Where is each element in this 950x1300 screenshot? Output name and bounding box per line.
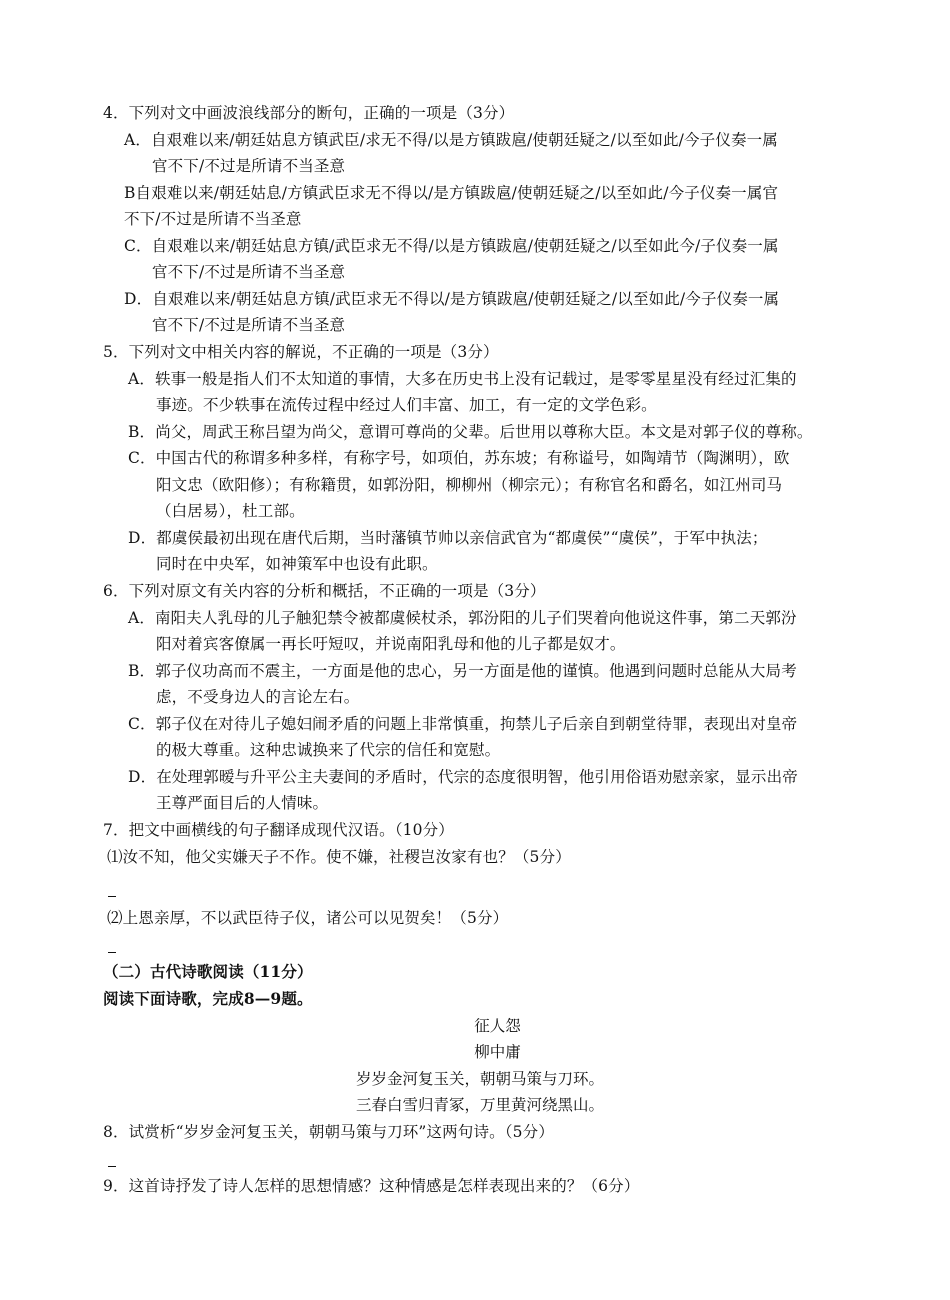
q8-stem: 8．试赏析“岁岁金河复玉关，朝朝马策与刀环”这两句诗。（5分） [103, 1123, 554, 1141]
q4-option-c-line1: C．自艰难以来/朝廷姑息方镇/武臣求无不得/以是方镇跋扈/使朝廷疑之/以至如此今/子仪奏一属 [124, 237, 779, 255]
q8-answer-blank [108, 1166, 116, 1167]
poem-line-2: 三春白雪归青冢，万里黄河绕黑山。 [356, 1096, 605, 1114]
q6-option-a-line2: 阳对着宾客僚属一再长吁短叹，并说南阳乳母和他的儿子都是奴才。 [156, 635, 626, 653]
q7-sentence-2: ⑵上恩亲厚，不以武臣待子仪，诸公可以见贺矣！（5分） [107, 909, 509, 927]
q5-stem: 5．下列对文中相关内容的解说，不正确的一项是（3分） [103, 343, 499, 361]
q9-stem: 9．这首诗抒发了诗人怎样的思想情感？这种情感是怎样表现出来的？（6分） [103, 1177, 640, 1195]
q6-option-c-line2: 的极大尊重。这种忠诚换来了代宗的信任和宽慰。 [156, 741, 501, 759]
q6-option-b-line2: 虑，不受身边人的言论左右。 [156, 688, 360, 706]
poem-line-1: 岁岁金河复玉关，朝朝马策与刀环。 [356, 1070, 605, 1088]
q4-option-d-line1: D．自艰难以来/朝廷姑息方镇/武臣求无不得以/是方镇跋扈/使朝廷疑之/以至如此/今子仪奏一属 [124, 290, 780, 308]
poem-author: 柳中庸 [474, 1043, 521, 1061]
q4-option-a-line1: A．自艰难以来/朝廷姑息方镇武臣/求无不得/以是方镇跋扈/使朝廷疑之/以至如此/今子仪奏一属 [124, 131, 778, 149]
q4-stem: 4．下列对文中画波浪线部分的断句，正确的一项是（3分） [103, 104, 515, 122]
q6-option-c-line1: C．郭子仪在对待儿子媳妇闹矛盾的问题上非常慎重，拘禁儿子后亲自到朝堂待罪，表现出对皇帝 [128, 715, 798, 733]
q5-option-c-line1: C．中国古代的称谓多种多样，有称字号，如项伯，苏东坡；有称谥号，如陶靖节（陶渊明），欧 [128, 449, 790, 467]
q6-option-d-line2: 王尊严面目后的人情味。 [156, 794, 329, 812]
section-2-title: （二）古代诗歌阅读（11分） [103, 962, 313, 981]
q7-sentence-1: ⑴汝不知，他父实嫌天子不作。使不嫌，社稷岂汝家有也？（5分） [107, 848, 571, 866]
q5-option-d-line1: D．都虞侯最初出现在唐代后期，当时藩镇节帅以亲信武官为“都虞侯”“虞侯”，于军中执法； [128, 529, 768, 547]
q4-option-c-line2: 官不下/不过是所请不当圣意 [152, 263, 346, 281]
q5-option-c-line3: （白居易），杜工部。 [156, 502, 305, 520]
q5-option-d-line2: 同时在中央军，如神策军中也设有此职。 [156, 555, 438, 573]
q5-option-b-line1: B．尚父，周武王称吕望为尚父，意谓可尊尚的父辈。后世用以尊称大臣。本文是对郭子仪的尊称。 [128, 423, 813, 441]
q6-option-b-line1: B．郭子仪功高而不震主，一方面是他的忠心，另一方面是他的谨慎。他遇到问题时总能从大局考 [128, 662, 797, 680]
q4-option-a-line2: 官不下/不过是所请不当圣意 [152, 157, 346, 175]
q7-answer-blank-2 [108, 952, 116, 953]
q4-option-b-line1: B自艰难以来/朝廷姑息/方镇武臣求无不得以/是方镇跋扈/使朝廷疑之/以至如此/今子仪奏一属官 [124, 184, 779, 202]
q5-option-a-line2: 事迹。不少轶事在流传过程中经过人们丰富、加工，有一定的文学色彩。 [156, 396, 657, 414]
q6-option-d-line1: D．在处理郭暧与升平公主夫妻间的矛盾时，代宗的态度很明智，他引用俗语劝慰亲家，显示出帝 [128, 768, 798, 786]
q7-stem: 7．把文中画横线的句子翻译成现代汉语。（10分） [103, 821, 454, 839]
q5-option-a-line1: A．轶事一般是指人们不太知道的事情，大多在历史书上没有记载过，是零零星星没有经过汇集的 [128, 370, 797, 388]
q4-option-b-line2: 不下/不过是所请不当圣意 [124, 210, 302, 228]
section-2-instruction: 阅读下面诗歌，完成8—9题。 [103, 989, 313, 1008]
q5-option-c-line2: 阳文忠（欧阳修）；有称籍贯，如郭汾阳，柳柳州（柳宗元）；有称官名和爵名，如江州司马 [156, 476, 783, 494]
q7-answer-blank-1 [108, 896, 116, 897]
q6-stem: 6．下列对原文有关内容的分析和概括，不正确的一项是（3分） [103, 582, 546, 600]
poem-title: 征人怨 [474, 1017, 521, 1035]
q6-option-a-line1: A．南阳夫人乳母的儿子触犯禁令被都虞候杖杀，郭汾阳的儿子们哭着向他说这件事，第二天郭汾 [128, 609, 797, 627]
q4-option-d-line2: 官不下/不过是所请不当圣意 [152, 316, 346, 334]
